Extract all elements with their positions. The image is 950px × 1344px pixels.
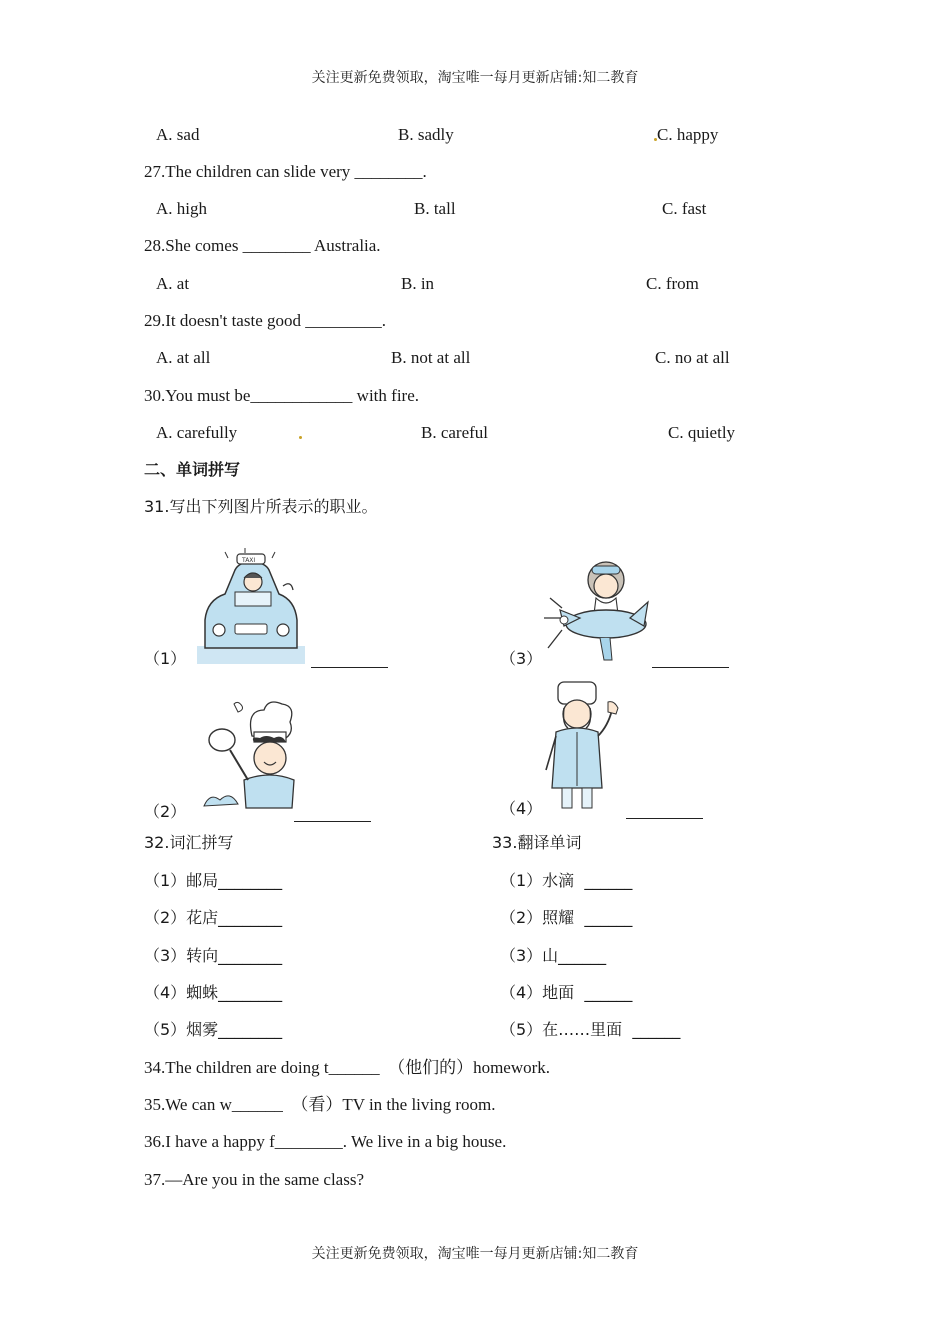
q32-item-3: （3）转向________ [144, 946, 283, 965]
page-header: 关注更新免费领取，淘宝唯一每月更新店铺:知二教育 [311, 70, 639, 86]
decorative-dot [299, 436, 302, 439]
q28-option-b: B. in [401, 274, 435, 293]
q29-option-a: A. at all [156, 348, 211, 367]
q28-option-c: C. from [646, 274, 699, 293]
q34-stem: 34.The children are doing t______ （他们的）homework. [144, 1058, 551, 1077]
page-footer: 关注更新免费领取，淘宝唯一每月更新店铺:知二教育 [311, 1246, 639, 1262]
q29-stem: 29.It doesn't taste good _________. [144, 311, 386, 330]
q32-item-2: （2）花店________ [144, 908, 283, 927]
q31-answer-2[interactable] [294, 821, 371, 822]
q28-option-a: A. at [156, 274, 190, 293]
q33-stem: 33.翻译单词 [492, 833, 582, 852]
q36-stem: 36.I have a happy f________. We live in a big house. [144, 1132, 507, 1151]
q27-option-b: B. tall [414, 199, 456, 218]
q33-item-4: （4）地面 ______ [500, 983, 633, 1002]
q29-option-c: C. no at all [655, 348, 730, 367]
q30-option-c: C. quietly [668, 423, 736, 442]
svg-text:TAXI: TAXI [242, 557, 256, 564]
q32-item-4: （4）蜘蛛________ [144, 983, 283, 1002]
chef-picture [190, 696, 300, 812]
pilot-picture [540, 552, 652, 664]
q26-option-c: C. happy [657, 125, 719, 144]
q31-answer-1[interactable] [311, 667, 388, 668]
section-title: 二、单词拼写 [144, 460, 241, 479]
q33-item-5: （5）在……里面 ______ [500, 1020, 681, 1039]
q26-option-b: B. sadly [398, 125, 454, 144]
q33-item-3: （3）山______ [500, 946, 607, 965]
q28-stem: 28.She comes ________ Australia. [144, 236, 381, 255]
q30-option-a: A. carefully [156, 423, 238, 442]
q27-option-a: A. high [156, 199, 207, 218]
q27-stem: 27.The children can slide very ________. [144, 162, 427, 181]
q31-answer-4[interactable] [626, 818, 703, 819]
q32-item-5: （5）烟雾________ [144, 1020, 283, 1039]
q31-label-2: （2） [144, 802, 187, 821]
q26-option-a: A. sad [156, 125, 200, 144]
q31-label-1: （1） [144, 649, 187, 668]
taxi-driver-picture [195, 548, 307, 666]
q33-item-1: （1）水滴 ______ [500, 871, 633, 890]
q31-label-4: （4） [500, 799, 543, 818]
q32-stem: 32.词汇拼写 [144, 833, 234, 852]
q31-answer-3[interactable] [652, 667, 729, 668]
q35-stem: 35.We can w______ （看）TV in the living room. [144, 1095, 496, 1114]
q30-option-b: B. careful [421, 423, 489, 442]
q30-stem: 30.You must be____________ with fire. [144, 386, 419, 405]
q31-label-3: （3） [500, 649, 543, 668]
q32-item-1: （1）邮局________ [144, 871, 283, 890]
doctor-picture [540, 680, 622, 814]
q29-option-b: B. not at all [391, 348, 471, 367]
q31-stem: 31.写出下列图片所表示的职业。 [144, 497, 378, 516]
q33-item-2: （2）照耀 ______ [500, 908, 633, 927]
q37-stem: 37.—Are you in the same class? [144, 1170, 364, 1189]
q27-option-c: C. fast [662, 199, 707, 218]
